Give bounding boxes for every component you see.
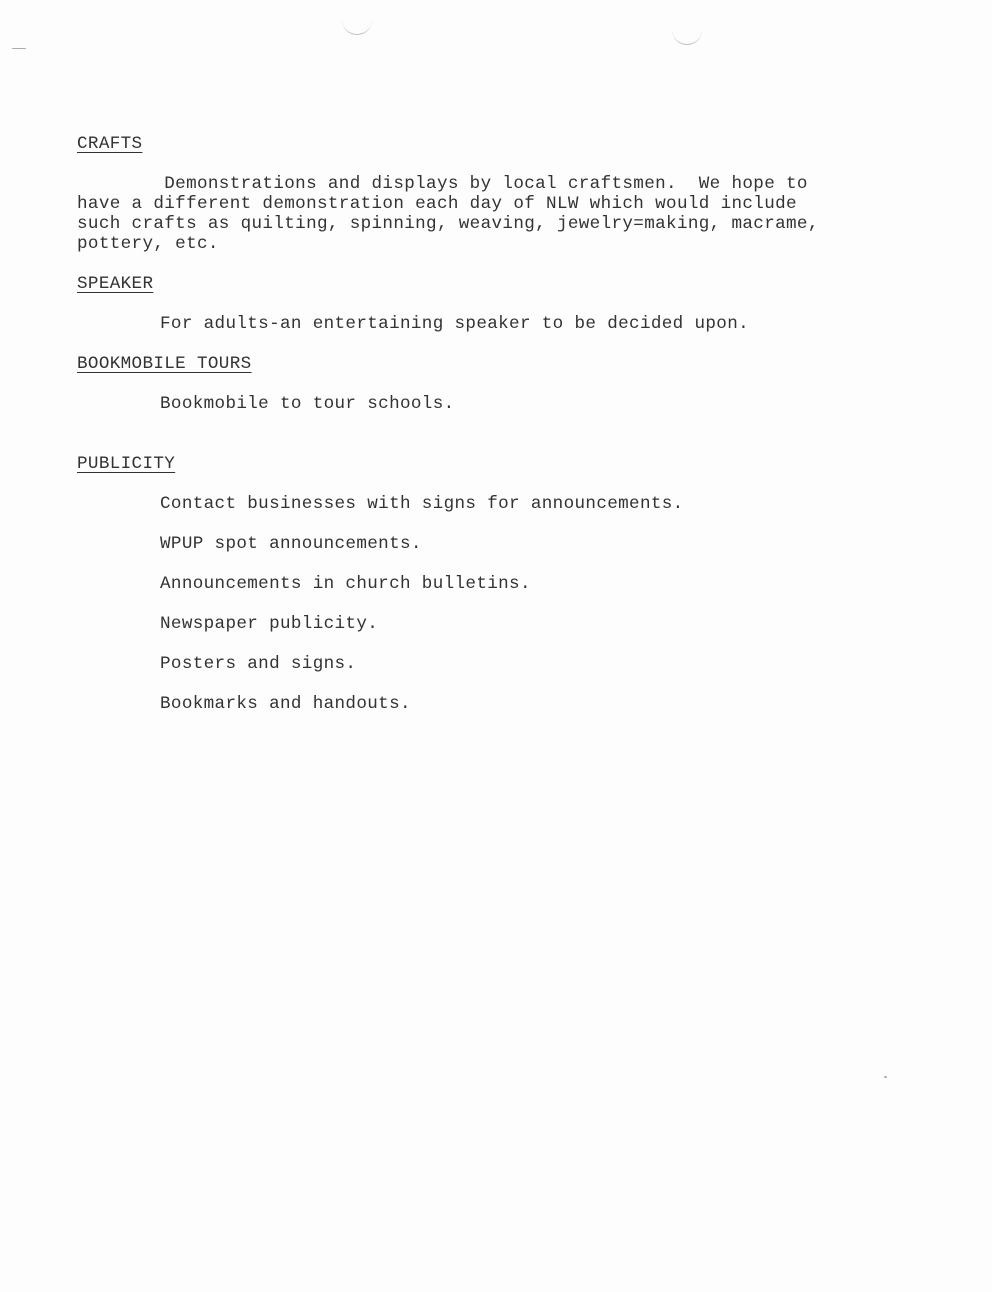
publicity-item: Posters and signs. [160, 654, 357, 674]
publicity-item: Newspaper publicity. [160, 614, 379, 634]
section-heading-publicity: PUBLICITY [77, 454, 176, 474]
section-heading-speaker: SPEAKER [77, 274, 154, 294]
bookmobile-text: Bookmobile to tour schools. [160, 394, 455, 414]
crafts-paragraph-line: such crafts as quilting, spinning, weaving, jewelry=making, macrame, [77, 214, 819, 234]
publicity-item: Announcements in church bulletins. [160, 574, 531, 594]
section-heading-crafts: CRAFTS [77, 134, 143, 154]
section-heading-bookmobile-tours: BOOKMOBILE TOURS [77, 354, 252, 374]
speaker-text: For adults-an entertaining speaker to be decided upon. [160, 314, 750, 334]
paper-speck [884, 1076, 887, 1078]
publicity-item: Bookmarks and handouts. [160, 694, 411, 714]
crafts-paragraph-line: have a different demonstration each day of NLW which would include [77, 194, 797, 214]
crafts-paragraph-line: pottery, etc. [77, 234, 219, 254]
crafts-paragraph-line: Demonstrations and displays by local craftsmen. We hope to [77, 174, 808, 194]
publicity-item: WPUP spot announcements. [160, 534, 422, 554]
publicity-item: Contact businesses with signs for announcements. [160, 494, 684, 514]
